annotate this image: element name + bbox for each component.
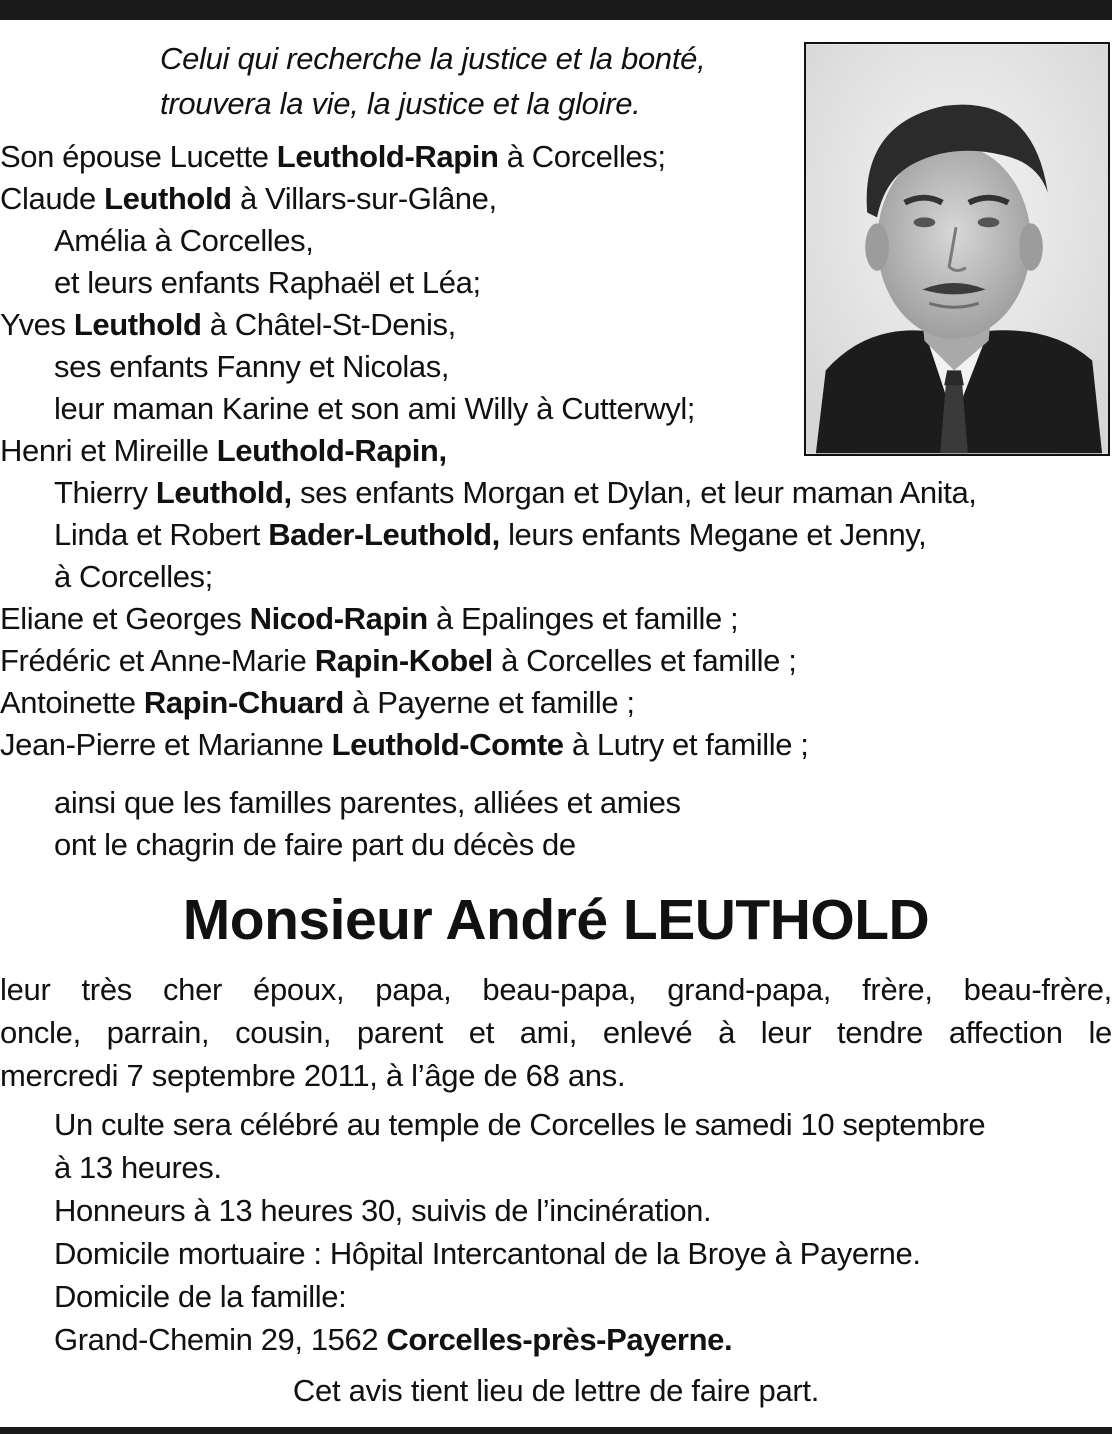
intro-line: ont le chagrin de faire part du décès de xyxy=(54,827,576,862)
family-surname: Leuthold-Comte xyxy=(331,727,564,762)
family-line xyxy=(0,640,1112,682)
service-text: Un culte sera célébré au temple de Corcelles le samedi 10 septembre xyxy=(54,1107,986,1142)
family-text: à Corcelles; xyxy=(498,139,666,174)
family-line xyxy=(0,430,1112,472)
intro-line: ainsi que les familles parentes, alliées et amies xyxy=(54,785,681,820)
service-text: Domicile de la famille: xyxy=(54,1279,347,1314)
family-surname: Leuthold xyxy=(73,307,202,342)
family-text: à Lutry et famille ; xyxy=(563,727,809,762)
family-text: ses enfants Fanny et Nicolas, xyxy=(54,349,450,384)
family-surname: Leuthold, xyxy=(155,475,292,510)
quote-line: Celui qui recherche la justice et la bonté, xyxy=(160,41,706,76)
family-line xyxy=(0,514,1112,556)
family-text: à Châtel-St-Denis, xyxy=(201,307,456,342)
description-line: mercredi 7 septembre 2011, à l’âge de 68 ans. xyxy=(0,1058,626,1093)
family-text: Thierry xyxy=(54,475,156,510)
bottom-rule xyxy=(0,1427,1112,1434)
family-text: Eliane et Georges xyxy=(0,601,250,636)
family-text: Antoinette xyxy=(0,685,144,720)
family-line xyxy=(0,220,1112,262)
quote-line: trouvera la vie, la justice et la gloire. xyxy=(160,86,641,121)
family-surname: Leuthold-Rapin, xyxy=(216,433,447,468)
announcement-intro xyxy=(54,782,1104,866)
family-surname: Rapin-Kobel xyxy=(314,643,493,678)
family-surname: Nicod-Rapin xyxy=(249,601,428,636)
family-surname: Rapin-Chuard xyxy=(143,685,344,720)
top-rule xyxy=(0,0,1112,20)
family-text: et leurs enfants Raphaël et Léa; xyxy=(54,265,481,300)
family-text: Son épouse Lucette xyxy=(0,139,277,174)
family-line xyxy=(0,262,1112,304)
description-line: oncle, parrain, cousin, parent et ami, enlevé à leur tendre affection le xyxy=(0,1015,1112,1050)
family-line xyxy=(0,598,1112,640)
family-text: à Payerne et famille ; xyxy=(343,685,635,720)
family-text: leur maman Karine et son ami Willy à Cutterwyl; xyxy=(54,391,696,426)
service-line xyxy=(54,1189,1112,1232)
service-line xyxy=(54,1146,1112,1189)
family-line xyxy=(0,388,1112,430)
service-line xyxy=(54,1103,1112,1146)
family-line xyxy=(0,556,1112,598)
epigraph-quote xyxy=(160,36,800,126)
family-line xyxy=(0,136,1112,178)
family-text: ses enfants Morgan et Dylan, et leur maman Anita, xyxy=(291,475,977,510)
family-text: Frédéric et Anne-Marie xyxy=(0,643,315,678)
service-text: à 13 heures. xyxy=(54,1150,222,1185)
family-list xyxy=(0,136,1112,766)
family-line xyxy=(0,472,1112,514)
closing-note: Cet avis tient lieu de lettre de faire part. xyxy=(292,1373,820,1408)
family-surname: Leuthold-Rapin xyxy=(276,139,499,174)
family-text: à Corcelles; xyxy=(54,559,213,594)
family-text: leurs enfants Megane et Jenny, xyxy=(499,517,927,552)
family-text: Amélia à Corcelles, xyxy=(54,223,314,258)
family-text: à Epalinges et famille ; xyxy=(427,601,739,636)
family-line xyxy=(0,682,1112,724)
family-text: à Villars-sur-Glâne, xyxy=(231,181,497,216)
family-text: Jean-Pierre et Marianne xyxy=(0,727,332,762)
deceased-description xyxy=(0,968,1112,1097)
family-text: à Corcelles et famille ; xyxy=(492,643,797,678)
description-line: leur très cher époux, papa, beau-papa, grand-papa, frère, beau-frère, xyxy=(0,972,1112,1007)
family-text: Linda et Robert xyxy=(54,517,269,552)
deceased-name: Monsieur André LEUTHOLD xyxy=(182,888,930,952)
family-text: Yves xyxy=(0,307,74,342)
service-line xyxy=(54,1232,1112,1275)
family-line xyxy=(0,304,1112,346)
service-text: Domicile mortuaire : Hôpital Intercantonal de la Broye à Payerne. xyxy=(54,1236,921,1271)
family-address-locality: Corcelles-près-Payerne. xyxy=(386,1322,733,1357)
family-surname: Leuthold xyxy=(104,181,232,216)
service-line xyxy=(54,1318,1112,1361)
family-line xyxy=(0,346,1112,388)
service-text: Grand-Chemin 29, 1562 xyxy=(54,1322,387,1357)
family-text: Claude xyxy=(0,181,105,216)
service-details xyxy=(54,1103,1112,1361)
family-line xyxy=(0,178,1112,220)
family-line xyxy=(0,724,1112,766)
service-line xyxy=(54,1275,1112,1318)
family-surname: Bader-Leuthold, xyxy=(268,517,500,552)
service-text: Honneurs à 13 heures 30, suivis de l’incinération. xyxy=(54,1193,712,1228)
family-text: Henri et Mireille xyxy=(0,433,217,468)
